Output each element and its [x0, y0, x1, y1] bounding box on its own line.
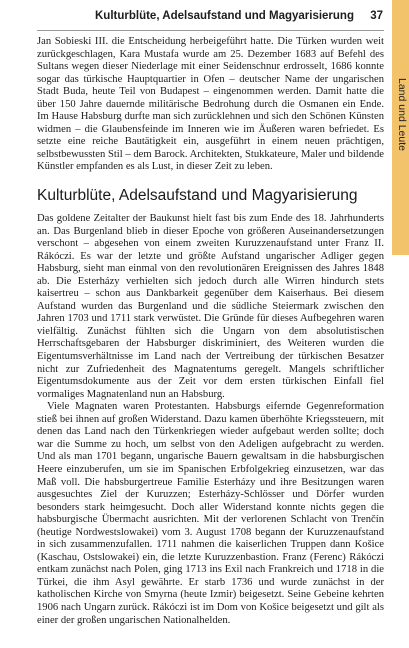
header-rule	[37, 30, 384, 31]
paragraph-2: Viele Magnaten waren Protestanten. Habsburgs eifernde Gegenreformation stieß bei ihnen auf großen Widerstand. Dazu kamen überhöhte Kriegssteuern, mit denen das Land nach den Türkenkriegen wieder aufgebaut werden sollte; doch war die Summe zu hoch, um selbst von den Adeligen aufgebracht zu werden. Und als man 1701 begann, ungarische Bauern gewaltsam in die habsburgischen Heere einzuberufen, um sie im Spanischen Erbfolgekrieg einzusetzen, war das Maß voll. Die habsburgertreue Familie Esterházy und ihre Besitzungen waren ausgesuchtes Ziel der Kuruzzen; Esterházy-Schlösser und Dörfer wurden besonders stark heimgesucht. Doch aller Widerstand konnte nichts gegen die habsburgische Übermacht ausrichten. Mit der verlorenen Schlacht von Trenčín (heutige Nordwestslowakei) vom 3. August 1708 begann der Kuruzzenaufstand in sich zusammenzufallen. 1711 nahmen die kaiserlichen Truppen dann Košice (Kaschau, Ostslowakei) ein, die letzte Kuruzzenbastion. Franz (Ferenc) Rákóczi entkam zunächst nach Polen, ging 1713 ins Exil nach Frankreich und 1718 in die Türkei, die ihm Asyl gewährte. Er starb 1736 und wurde zunächst in der katholischen Kirche von Smyrna (heute Izmir) beigesetzt. Seine Gebeine kehrten 1906 nach Ungarn zurück. Rákóczi ist im Dom von Košice beigesetzt und gilt als einer der großen ungarischen Nationalhelden.	[37, 401, 384, 626]
side-tab	[392, 0, 409, 255]
side-tab-label: Land und Leute	[396, 78, 408, 151]
running-head-title: Kulturblüte, Adelsaufstand und Magyarisierung	[95, 10, 354, 22]
page-number: 37	[370, 10, 383, 22]
page-content	[37, 36, 384, 627]
intro-paragraph: Jan Sobieski III. die Entscheidung herbeigeführt hatte. Die Türken wurden weit zurückgeschlagen, Kara Mustafa wurde am 25. Dezember 1683 auf Befehl des Sultans wegen dieser Niederlage mit einer Seidenschnur erdrosselt, 1686 konnte sogar das türkische Hauptquartier in Ofen – deutscher Name der ungarischen Stadt Buda, heute Teil von Budapest – eingenommen werden. Damit hatte die über 150 Jahre dauernde militärische Bedrohung durch die Osmanen ein Ende. Im Hause Habsburg durfte man sich zurücklehnen und sich den Schönen Künsten widmen – die Glaubensfeinde im Inneren wie im Äußeren waren befriedet. Es setzte eine reiche Bautätigkeit ein, ausgeführt in einem neuen prächtigen, selbstbewussten Stil – dem Barock. Architekten, Stukkateure, Maler und bildende Künstler empfanden es als Lust, in dieser Zeit zu leben.	[37, 36, 384, 173]
section-heading: Kulturblüte, Adelsaufstand und Magyarisierung	[37, 187, 358, 205]
running-head	[0, 10, 389, 30]
paragraph-1: Das goldene Zeitalter der Baukunst hielt fast bis zum Ende des 18. Jahrhunderts an. Das Burgenland blieb in dieser Epoche von größeren Auseinandersetzungen verschont – abgesehen von einem zweiten Kuruzzenaufstand unter Franz II. Rákóczi. Es war der letzte und größte Aufstand ungarischer Adliger gegen Habsburg, sieht man einmal von den revolutionären Ereignissen des Jahres 1848 ab. Die Esterházy verhielten sich jedoch durch alle Wirren hindurch stets kaisertreu – schon aus Dankbarkeit gegenüber dem Kaiserhaus. Bei diesem Aufstand wurden das Burgenland und die südliche Steiermark zwischen den Jahren 1703 und 1711 stark verwüstet. Die Gründe für dieses Aufbegehren waren vielfältig. Zunächst fühlten sich die Ungarn von dem absolutistischen Herrschaftsgebaren der Habsburger diskriminiert, des Weiteren wurden die Eigentumsverhältnisse im Land nach der Vertreibung der türkischen Besatzer nicht zur Zufriedenheit des Magnatentums geregelt. Mangels schriftlicher Eigentumsdokumente aus der Zeit vor dem ersten türkischen Einfall fiel vormaliges Magnatenland nun an Habsburg.	[37, 213, 384, 400]
